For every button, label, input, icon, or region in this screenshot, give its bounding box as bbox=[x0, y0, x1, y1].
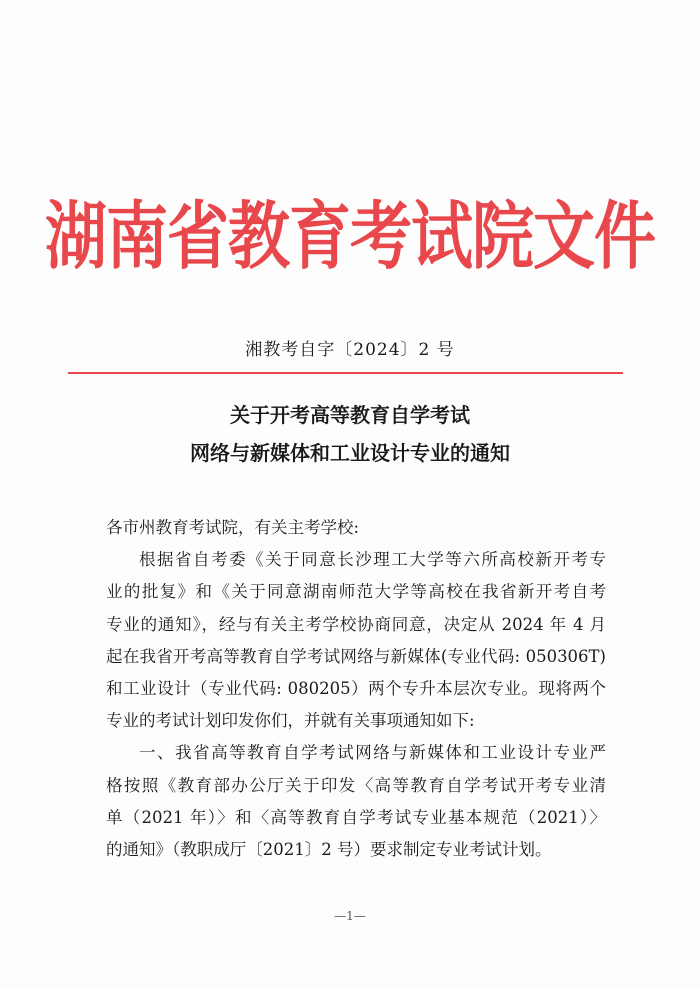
paragraph-2-line: 一、我省高等教育自学考试网络与新媒体和工业设计专业严 bbox=[139, 743, 606, 763]
paragraph-2-line: 的通知》（教职成厅〔2021〕2 号）要求制定专业考试计划。 bbox=[106, 840, 552, 860]
masthead-title: 湖南省教育考试院文件 bbox=[44, 192, 655, 280]
paragraph-2-line: 单（2021 年）〉和〈高等教育自学考试专业基本规范（2021）〉 bbox=[106, 807, 606, 827]
document-title-line-1: 关于开考高等教育自学考试 bbox=[230, 403, 470, 427]
paragraph-1-line: 业的批复》和《关于同意湖南师范大学等高校在我省新开考自考 bbox=[106, 582, 606, 602]
salutation: 各市州教育考试院，有关主考学校: bbox=[106, 518, 360, 537]
paragraph-1-line: 和工业设计（专业代码: 080205）两个专升本层次专业。现将两个 bbox=[106, 679, 606, 699]
red-divider-line bbox=[68, 372, 623, 374]
page-number: —1— bbox=[334, 909, 366, 923]
paragraph-1-line: 专业的通知》，经与有关主考学校协商同意，决定从 2024 年 4 月 bbox=[106, 614, 606, 634]
paragraph-2-line: 格按照《教育部办公厅关于印发〈高等教育自学考试开考专业清 bbox=[106, 775, 606, 795]
document-title-line-2: 网络与新媒体和工业设计专业的通知 bbox=[190, 441, 510, 465]
document-number: 湘教考自字〔2024〕2 号 bbox=[245, 340, 455, 360]
document-body bbox=[106, 512, 606, 866]
paragraph-1-line: 起在我省开考高等教育自学考试网络与新媒体(专业代码: 050306T) bbox=[106, 646, 606, 666]
paragraph-1-line: 根据省自考委《关于同意长沙理工大学等六所高校新开考专 bbox=[139, 550, 606, 570]
paragraph-1-line: 专业的考试计划印发你们，并就有关事项通知如下: bbox=[106, 711, 475, 731]
